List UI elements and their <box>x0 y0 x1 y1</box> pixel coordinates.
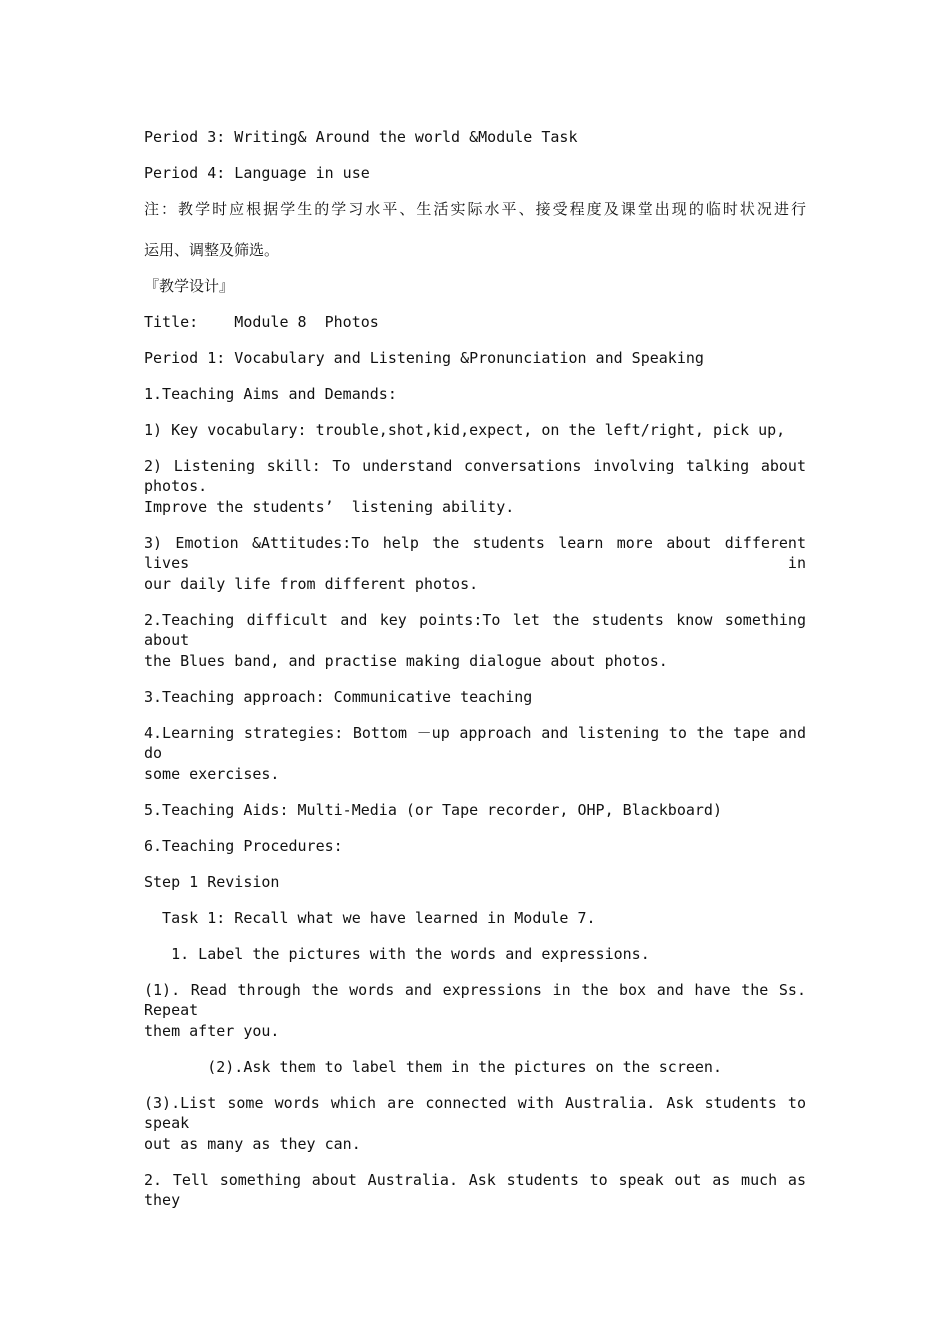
text-line: 2.Teaching difficult and key points:To let the students know something about <box>144 611 806 649</box>
text-line: Period 1: Vocabulary and Listening &Pronunciation and Speaking <box>144 349 704 367</box>
text-line: 注：教学时应根据学生的学习水平、生活实际水平、接受程度及课堂出现的临时状况进行 <box>144 200 806 218</box>
text-line: Task 1: Recall what we have learned in Module 7. <box>144 909 596 927</box>
section-heading: 『教学设计』 <box>144 277 235 295</box>
text-line: Step 1 Revision <box>144 873 280 891</box>
text-line: 2) Listening skill: To understand conversations involving talking about photos. <box>144 457 806 495</box>
text-line: 2. Tell something about Australia. Ask students to speak out as much as they <box>144 1171 806 1209</box>
text-line: 4.Learning strategies: Bottom －up approach and listening to the tape and do <box>144 724 806 762</box>
text-line: (3).List some words which are connected with Australia. Ask students to speak <box>144 1094 806 1132</box>
text-line: out as many as they can. <box>144 1135 361 1153</box>
text-line: 6.Teaching Procedures: <box>144 837 343 855</box>
text-line: 5.Teaching Aids: Multi-Media (or Tape recorder, OHP, Blackboard) <box>144 801 722 819</box>
text-line: some exercises. <box>144 765 280 783</box>
text-line: Title: Module 8 Photos <box>144 313 379 331</box>
text-line: 1. Label the pictures with the words and expressions. <box>144 945 650 963</box>
text-line: them after you. <box>144 1022 280 1040</box>
text-line: (1). Read through the words and expressions in the box and have the Ss. Repeat <box>144 981 806 1019</box>
text-line: Period 3: Writing& Around the world &Module Task <box>144 128 578 146</box>
text-line: 1) Key vocabulary: trouble,shot,kid,expect, on the left/right, pick up, <box>144 421 786 439</box>
text-line: (2).Ask them to label them in the pictures on the screen. <box>144 1058 722 1076</box>
text-line: our daily life from different photos. <box>144 575 479 593</box>
text-line: 3) Emotion &Attitudes:To help the students learn more about different lives in <box>144 534 806 572</box>
text-line: 3.Teaching approach: Communicative teaching <box>144 688 533 706</box>
text-line: Period 4: Language in use <box>144 164 370 182</box>
text-line: Improve the students’ listening ability. <box>144 498 515 516</box>
text-line: 运用、调整及筛选。 <box>144 241 280 259</box>
text-line: the Blues band, and practise making dialogue about photos. <box>144 652 668 670</box>
text-line: 1.Teaching Aims and Demands: <box>144 385 397 403</box>
